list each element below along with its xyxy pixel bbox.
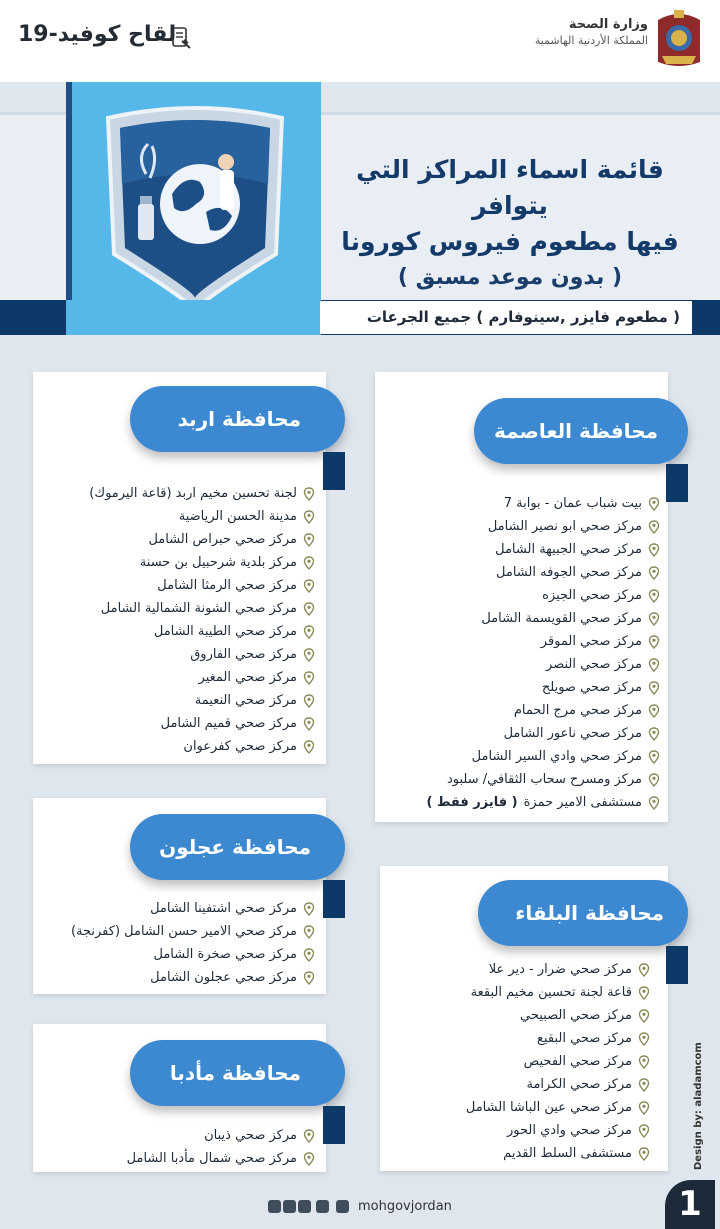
vaccines-bar (0, 300, 720, 335)
list-item: مستشفى الامير حمزة ( فايزر فقط ) (427, 791, 661, 814)
location-pin-icon (303, 671, 315, 685)
list-item: مركز صحي المغير (89, 666, 315, 689)
list-item: مركز صحي وادي السير الشامل (427, 745, 661, 768)
hero-title (330, 152, 690, 296)
location-pin-icon (303, 510, 315, 524)
location-pin-icon (303, 602, 315, 616)
jordan-crest-icon (652, 6, 706, 68)
location-pin-icon (303, 717, 315, 731)
hero-title-line1: قائمة اسماء المراكز التي يتوافر (356, 155, 664, 220)
instagram-icon[interactable] (316, 1200, 329, 1213)
list-item: مركز صحي الجيزه (427, 584, 661, 607)
location-pin-icon (303, 648, 315, 662)
list-item: مركز صحي الصبيحي (466, 1004, 650, 1027)
location-pin-icon (648, 750, 660, 764)
location-pin-icon (303, 533, 315, 547)
list-item: مركز صحي الجبيهة الشامل (427, 538, 661, 561)
ajloun-title-pill (130, 814, 345, 880)
irbid-title: محافظة اربد (177, 407, 301, 431)
list-item: مركز صحي النصر (427, 653, 661, 676)
location-pin-icon (648, 796, 660, 810)
list-item: مركز صحي ضرار - دير علا (466, 958, 650, 981)
list-item: قاعة لجنة تحسين مخيم البقعة (466, 981, 650, 1004)
list-item: مركز بلدية شرحبيل بن حسنة (89, 551, 315, 574)
ajloun-title: محافظة عجلون (159, 835, 311, 859)
list-item: مركز ومسرح سحاب الثقافي/ سلبود (427, 768, 661, 791)
location-pin-icon (303, 487, 315, 501)
location-pin-icon (303, 971, 315, 985)
hero-title-line3: ( بدون موعد مسبق ) (397, 265, 623, 290)
location-pin-icon (648, 566, 660, 580)
hero-title-line2: فيها مطعوم فيروس كورونا (341, 227, 679, 256)
list-item: مركز صحي شمال مأدبا الشامل (127, 1147, 315, 1170)
location-pin-icon (638, 1147, 650, 1161)
location-pin-icon (303, 1129, 315, 1143)
capital-title-pill (474, 398, 688, 464)
list-item: مركز صحي الامير حسن الشامل (كفرنجة) (71, 920, 315, 943)
list-item: مركز صحي عجلون الشامل (71, 966, 315, 989)
vaccines-note: ( مطعوم فايزر ,سينوفارم ) جميع الجرعات (320, 301, 692, 334)
list-item: مركز صحي الجوفه الشامل (427, 561, 661, 584)
location-pin-icon (638, 1055, 650, 1069)
ministry-name: وزارة الصحة (568, 17, 648, 32)
location-pin-icon (638, 1124, 650, 1138)
location-pin-icon (648, 658, 660, 672)
list-item: مركز صحي عين الباشا الشامل (466, 1096, 650, 1119)
list-item: مركز صحي الطيبة الشامل (89, 620, 315, 643)
list-item: مركز صحي قميم الشامل (89, 712, 315, 735)
page-number: 1 (665, 1180, 715, 1229)
twitter-icon[interactable] (298, 1200, 311, 1213)
location-pin-icon (303, 740, 315, 754)
list-item: مركز صحي مرج الحمام (427, 699, 661, 722)
balqa-title-pill (478, 880, 688, 946)
social-handle[interactable]: mohgovjordan (358, 1199, 452, 1214)
location-pin-icon (638, 1032, 650, 1046)
list-item: مركز صحي ناعور الشامل (427, 722, 661, 745)
list-item: مركز صحي القويسمة الشامل (427, 607, 661, 630)
kingdom-name: المملكة الأردنية الهاشمية (534, 34, 648, 47)
footer-social (268, 1198, 468, 1218)
location-pin-icon (638, 1101, 650, 1115)
pfizer-only-note: ( فايزر فقط ) (426, 795, 518, 810)
list-item: مركز صحي اشتفينا الشامل (71, 897, 315, 920)
list-item: مركز صحي ابو نصير الشامل (427, 515, 661, 538)
location-pin-icon (638, 986, 650, 1000)
balqa-title: محافظة البلقاء (515, 901, 664, 925)
list-item: مركز صحي حبراص الشامل (89, 528, 315, 551)
list-item: مركز صحي الرمثا الشامل (89, 574, 315, 597)
list-item: مركز صحي الشونة الشمالية الشامل (89, 597, 315, 620)
list-item: مركز صحي صويلح (427, 676, 661, 699)
list-item: مركز صحي كفرعوان (89, 735, 315, 758)
list-item: مركز صحي صخرة الشامل (71, 943, 315, 966)
balqa-list (466, 958, 650, 1165)
location-pin-icon (303, 625, 315, 639)
location-pin-icon (303, 925, 315, 939)
list-item: مركز صحي البقيع (466, 1027, 650, 1050)
list-item: لجنة تحسين مخيم اربد (قاعة اليرموك) (89, 482, 315, 505)
list-item: بيت شباب عمان - بوابة 7 (427, 492, 661, 515)
vaccine-title: لقاح كوفيد-19 (18, 22, 177, 47)
list-item: مركز صحي النعيمة (89, 689, 315, 712)
madaba-title: محافظة مأدبا (169, 1061, 301, 1085)
location-pin-icon (648, 612, 660, 626)
location-pin-icon (648, 635, 660, 649)
irbid-list (89, 482, 315, 758)
list-item: مركز صحي الموقر (427, 630, 661, 653)
location-pin-icon (648, 704, 660, 718)
madaba-list (127, 1124, 315, 1170)
ajloun-list (71, 897, 315, 989)
list-item: مستشفى السلط القديم (466, 1142, 650, 1165)
location-pin-icon (303, 579, 315, 593)
vaccine-document-icon (170, 26, 192, 50)
list-item: مركز صحي الفحيص (466, 1050, 650, 1073)
list-item: مركز صحي وادي الحور (466, 1119, 650, 1142)
location-pin-icon (648, 727, 660, 741)
list-item: مدينة الحسن الرياضية (89, 505, 315, 528)
capital-list (427, 492, 661, 814)
list-item: مركز صحي ذيبان (127, 1124, 315, 1147)
location-pin-icon (638, 1009, 650, 1023)
design-credit: Design by: aladamcom (693, 1042, 704, 1170)
location-pin-icon (648, 773, 660, 787)
irbid-title-pill (130, 386, 345, 452)
location-pin-icon (303, 556, 315, 570)
telegram-icon[interactable] (336, 1200, 349, 1213)
capital-title: محافظة العاصمة (493, 419, 658, 443)
location-pin-icon (638, 1078, 650, 1092)
web-icon[interactable] (268, 1200, 281, 1213)
location-pin-icon (638, 963, 650, 977)
location-pin-icon (648, 543, 660, 557)
location-pin-icon (648, 520, 660, 534)
ministry-block (535, 16, 648, 48)
location-pin-icon (303, 1152, 315, 1166)
top-header (0, 0, 720, 82)
list-item: مركز صحي الكرامة (466, 1073, 650, 1096)
madaba-title-pill (130, 1040, 345, 1106)
list-item: مركز صحي الفاروق (89, 643, 315, 666)
facebook-icon[interactable] (283, 1200, 296, 1213)
location-pin-icon (303, 694, 315, 708)
location-pin-icon (648, 589, 660, 603)
location-pin-icon (648, 681, 660, 695)
location-pin-icon (303, 948, 315, 962)
location-pin-icon (303, 902, 315, 916)
shield-globe-doctor-icon (100, 104, 290, 314)
location-pin-icon (648, 497, 660, 511)
